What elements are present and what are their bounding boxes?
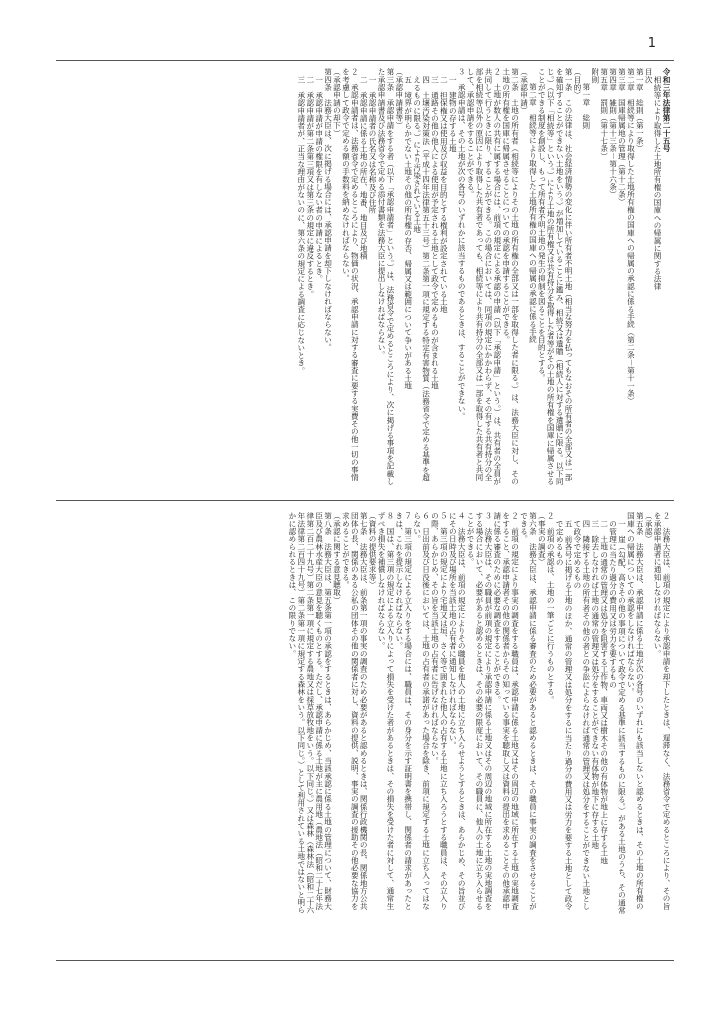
upper-text-line: 二 担保権又は使用及び収益を目的とする権利が設定されている土地 bbox=[439, 75, 449, 313]
upper-text-line: 一 承認申請が申請の権限を有しない者の申請によるとき。 bbox=[314, 75, 324, 283]
upper-text-line: ２ 承認申請者は、法務省令で定めるところにより、物価の状況、承認申請に対する審査に要する実費その他一切の事情を考慮して政令で定める額の手数料を納めなければならない。 bbox=[341, 68, 360, 482]
upper-text-line: 第一章 総則（第一条） bbox=[635, 68, 645, 153]
upper-text-block bbox=[64, 68, 670, 486]
lower-text-line: 五 前各号に掲げる土地のほか、通常の管理又は処分をするに当たり過分の費用又は労力を要する土地として政令で定めるもの bbox=[555, 519, 574, 910]
upper-text-line: 第四条 法務大臣は、次に掲げる場合には、承認申請を却下しなければならない。 bbox=[323, 68, 333, 352]
upper-text-line: 令和三年法律第二十五号 bbox=[662, 68, 671, 153]
upper-text-line: 第二章 相続等により取得した土地所有権の国庫への帰属の承認に係る手続 bbox=[528, 83, 538, 344]
lower-text-line: 二 土地の通常の管理又は処分を阻害する工作物、車両又は樹木その他の有体物が地上に存する土地 bbox=[599, 519, 609, 864]
bottom-rule bbox=[56, 960, 674, 961]
upper-text-line: 五 境界が明らかでない土地その他の所有権の存否、帰属又は範囲について争いがある土地 bbox=[403, 75, 413, 390]
lower-text-line: ６ 日出前及び日没後においては、土地の占有者の承諾があった場合を除き、前項に規定する土地に立ち入ってはならない。 bbox=[412, 512, 431, 910]
upper-text-line: 第二章 相続等により取得した土地所有権の国庫への帰属の承認に係る手続（第二条－第十一条） bbox=[626, 68, 636, 405]
lower-text-block bbox=[64, 512, 670, 916]
upper-text-line: 一 建物の存する土地 bbox=[448, 75, 458, 153]
upper-text-line: 目次 bbox=[644, 68, 654, 84]
upper-text-line: 第三条 承認申請をする者（以下「承認申請者」という。）は、法務省令で定めるところにより、次に掲げる事項を記載した承認申請書及び法務省令で定める添付書類を法務大臣に提出しなければならない。 bbox=[377, 68, 395, 485]
upper-text-line: 二 承認申請に係る土地の所在、地番、地目及び地積 bbox=[359, 75, 369, 260]
lower-text-line: ３ 法務大臣は、その職員が前項の規定により承認申請に係る土地又はその周辺の地域に所在する土地の実地調査をする場合において、必要があると認めるときは、その必要の限度において、その職員に、他人の土地に立ち入らせることができる。 bbox=[466, 512, 493, 910]
upper-text-line: 三 通路その他の他人による使用が予定される土地として政令で定めるものが含まれる土地 bbox=[430, 75, 440, 390]
upper-text-line: 四 土壌汚染対策法（平成十四年法律第五十三号）第二条第一項に規定する特定有害物質（法務省令で定める基準を超えるものに限る。）により汚染されている土地 bbox=[412, 75, 431, 482]
lower-text-line: （承認に関する意見聴取） bbox=[332, 512, 342, 604]
upper-text-line: （承認申請） bbox=[519, 68, 529, 114]
lower-text-line: 第八条 法務大臣は、第五条第一項の承認をするときは、あらかじめ、当該承認に係る土地の管理について、財務大臣及び農林水産大臣の意見を聴くものとする。ただし、承認申請に係る土地が主に農用地（農地法（昭和二十七年法律第二百二十九号）第二条第一項に規定する農地又は採草放牧地をいう。以下同じ。）又は森林（森林法（昭和二十六年法律第二百四十九号）第二条第一項に規定する森林をいう。以下同じ。）として利用されている土地ではないと明らかに認められるときは、この限りでない。 bbox=[287, 512, 333, 914]
upper-text-line: （承認申請の却下） bbox=[332, 68, 342, 137]
middle-rule bbox=[56, 500, 674, 501]
lower-text-line: ２ 前項の承認は、土地の一筆ごとに行うものとする。 bbox=[546, 512, 556, 704]
upper-text-line: ３ 承認申請は、その土地が次の各号のいずれかに該当するものであるときは、することができない。 bbox=[457, 68, 467, 420]
page-number: 1 bbox=[647, 36, 656, 51]
lower-text-line: ２ 前項の規定により事実の調査をする職員は、承認申請に係る土地又はその周辺の地域に所在する土地の実地調査をすること、承認申請者その他の関係者からその知っている事実を聴取し又は資料の提出を求めることその他承認申請に係る審査のために必要な調査をすることができる。 bbox=[492, 512, 520, 910]
lower-text-line: ５ 第三項の規定により宅地又は垣、さく等で囲まれた他人の占有する土地に立ち入ろうとする職員は、その立入りの際、あらかじめ、その旨を当該土地の占有者に告げなければならない。 bbox=[430, 512, 449, 910]
upper-text-line: 第二条 土地の所有者（相続等によりその土地の所有権の全部又は一部を取得した者に限る。）は、法務大臣に対し、その土地の所有権を国庫に帰属させることについての承認を申請することができる。 bbox=[501, 68, 520, 485]
upper-text-line: 第一条 この法律は、社会経済情勢の変化に伴い所有者不明土地（相当な努力を払ってもなおその所有者の全部又は一部を確知することができない土地をいう。）が増加していることに鑑み、相続又は遺贈（相続人に対する遺贈に限る。以下同じ。）（以下「相続等」という。）により土地の所有権又は共有持分を取得した者等がその土地の所有権を国庫に帰属させることができる制度を創設し、もって所有者不明土地の発生の抑制を図ることを目的とする。 bbox=[537, 68, 574, 485]
upper-text-line: 第三章 国庫帰属地の管理（第十二条） bbox=[617, 68, 627, 206]
upper-text-line: 第一章 総則 bbox=[581, 83, 591, 130]
upper-text-line: ２ 土地が数人の共有に属する場合には、前項の規定による承認の申請（以下「承認申請」という。）は、共有者の全員が共同して行うときに限り、することができる。この場合においては、同項の規定にかかわらず、その有する共有持分の全部を相続等以外の原因により取得した共有者であっても、相続等により共有持分の全部又は一部を取得した共有者と共同して、承認申請をすることができる。 bbox=[466, 68, 502, 485]
lower-text-line: 第六条 法務大臣は、承認申請に係る審査のため必要があると認めるときは、その職員に事実の調査をさせることができる。 bbox=[519, 512, 538, 910]
lower-text-line: 三 除去しなければ土地の通常の管理又は処分をすることができない有体物が地下に存する土地 bbox=[590, 519, 600, 849]
upper-text-line: 附則 bbox=[590, 68, 600, 84]
upper-text-line: 二 承認申請が第二条第三項又は第三条の規定に違反するとき。 bbox=[305, 75, 315, 298]
upper-text-line: （承認申請書等） bbox=[394, 68, 404, 130]
lower-text-line: 第七条 法務大臣は、前条第一項の事実の調査のため必要があると認めるときは、関係行政機関の長、関係地方公共団体の長、関係のある公私の団体その他の関係者に対し、資料の提供、説明、事実の調査の援助その他必要な協力を求めることができる。 bbox=[341, 512, 369, 910]
top-rule bbox=[56, 60, 674, 61]
lower-text-line: 第五条 法務大臣は、承認申請に係る土地が次の各号のいずれにも該当しないと認めるときは、その土地の所有権の国庫への帰属についての承認をしなければならない。 bbox=[626, 512, 645, 910]
upper-text-line: （目的） bbox=[572, 68, 582, 99]
lower-text-line: ７ 第三項の規定による立入りをする場合には、職員は、その身分を示す証明書を携帯し、関係者の請求があったときは、これを提示しなければならない。 bbox=[394, 512, 413, 910]
lower-text-line: 四 隣接する土地の所有者その他の者との争訟によらなければ通常の管理又は処分をすることができない土地として政令で定めるもの bbox=[572, 519, 591, 910]
lower-text-line: ２ 法務大臣は、前項の規定により承認申請を却下したときは、遅滞なく、法務省令で定めるところにより、その旨を承認申請者に通知しなければならない。 bbox=[653, 512, 671, 910]
lower-text-line: （承認） bbox=[644, 512, 654, 543]
lower-text-line: 一 崖（勾配、高さその他の事項について政令で定める基準に該当するものに限る。）がある土地のうち、その通常の管理に当たり過分の費用又は労力を要するもの bbox=[608, 519, 627, 914]
upper-text-line: 相続等により取得した土地所有権の国庫への帰属に関する法律 bbox=[653, 75, 663, 290]
lower-text-line: ８ 国は、第三項の規定による立入りによって損失を受けた者があるときは、その損失を受けた者に対して、通常生ずべき損失を補償しなければならない。 bbox=[377, 512, 395, 910]
lower-text-line: （事実の調査） bbox=[537, 512, 547, 566]
upper-text-line: 第五章 罰則（第十七条） bbox=[599, 68, 609, 160]
lower-text-line: ４ 法務大臣は、前項の規定によりその職員を他人の土地に立ち入らせようとするときは、あらかじめ、その旨並びにその日時及び場所を当該土地の占有者に通知しなければならない。 bbox=[448, 512, 467, 910]
upper-text-line: 三 承認申請者が、正当な理由がないのに、第六条の規定による調査に応じないとき。 bbox=[296, 75, 306, 374]
upper-text-line: 一 承認申請者の氏名又は名称及び住所 bbox=[368, 75, 378, 214]
upper-text-line: 第四章 雑則（第十三条－第十六条） bbox=[608, 68, 618, 199]
lower-text-line: （資料の提供要求等） bbox=[368, 512, 378, 589]
